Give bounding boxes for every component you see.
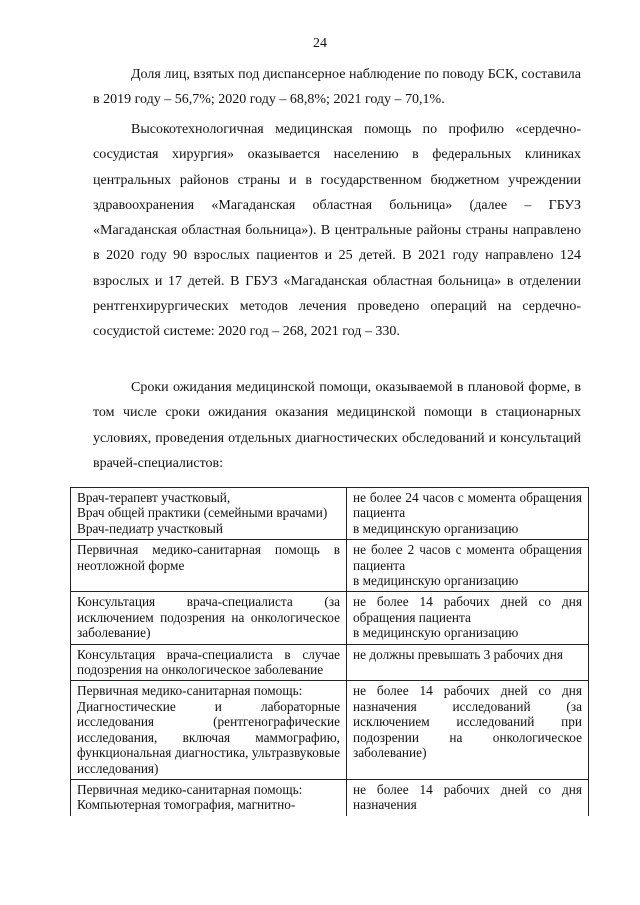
cell-line: Врач общей практики (семейными врачами) bbox=[77, 505, 328, 521]
table-cell-term bbox=[347, 488, 589, 540]
cell-line: в медицинскую организацию bbox=[353, 625, 519, 641]
table-cell-term bbox=[347, 644, 589, 681]
cell-line: не более 14 рабочих дней со дня назначения bbox=[353, 781, 582, 813]
table-cell-service bbox=[71, 540, 347, 592]
paragraph-dispensary-share bbox=[93, 62, 581, 113]
cell-line: Консультация врача-специалиста в случае подозрения на онкологическое заболевание bbox=[77, 646, 340, 678]
paragraph-waiting-times bbox=[93, 375, 581, 476]
cell-line: не должны превышать 3 рабочих дня bbox=[353, 646, 564, 662]
table-cell-service bbox=[71, 779, 347, 815]
table-cell-term bbox=[347, 779, 589, 815]
waiting-times-table bbox=[70, 487, 589, 816]
cell-line: Первичная медико-санитарная помощь в неотложной форме bbox=[77, 542, 340, 573]
cell-line: Врач-терапевт участковый, bbox=[77, 490, 231, 505]
table-row bbox=[71, 681, 589, 779]
table-row bbox=[71, 644, 589, 681]
cell-line: в медицинскую организацию bbox=[353, 520, 519, 536]
table-cell-service bbox=[71, 681, 347, 779]
cell-line: Компьютерная томография, магнитно- bbox=[77, 797, 296, 813]
table-cell-service bbox=[71, 644, 347, 681]
table-row bbox=[71, 488, 589, 540]
cell-line: Диагностические и лабораторные исследования (рентгенографические исследования, включая маммографию, функциональная диагностика, ультразвуковые исследования) bbox=[77, 698, 340, 776]
table-cell-term bbox=[347, 592, 589, 644]
table-cell-term bbox=[347, 681, 589, 779]
cell-line: Врач-педиатр участковый bbox=[77, 520, 223, 536]
cell-line: не более 14 рабочих дней со дня обращения пациента bbox=[353, 594, 582, 625]
paragraph-text: Высокотехнологичная медицинская помощь по профилю «сердечно-сосудистая хирургия» оказывается населению в федеральных клиниках центральных районов страны и в государственном бюджетном учреждении здравоохранения «Магаданская областная больница» (далее – ГБУЗ «Магаданская областная больница»). В центральные районы страны направлено в 2020 году 90 взрослых пациентов и 25 детей. В 2021 году направлено 124 взрослых и 17 детей. В ГБУЗ «Магаданская областная больница» в отделении рентгенхирургических методов лечения проведено операций на сердечно-сосудистой системе: 2020 год – 268, 2021 год – 330. bbox=[93, 122, 581, 340]
table-row bbox=[71, 540, 589, 592]
cell-line: в медицинскую организацию bbox=[353, 573, 519, 589]
cell-line: Первичная медико-санитарная помощь: bbox=[77, 683, 303, 699]
table-cell-term bbox=[347, 540, 589, 592]
table-row bbox=[71, 592, 589, 644]
cell-line: не более 24 часов с момента обращения пациента bbox=[353, 490, 582, 521]
cell-line: Первичная медико-санитарная помощь: bbox=[77, 781, 303, 797]
table-cell-service bbox=[71, 592, 347, 644]
paragraph-text: Сроки ожидания медицинской помощи, оказываемой в плановой форме, в том числе сроки ожидания оказания медицинской помощи в стационарных условиях, проведения отдельных диагностических обследований и консультаций врачей-специалистов: bbox=[93, 380, 581, 471]
table-row bbox=[71, 779, 589, 815]
page-number: 24 bbox=[313, 36, 327, 51]
cell-line: Консультация врача-специалиста (за исключением подозрения на онкологическое заболевание) bbox=[77, 594, 340, 641]
cell-line: не более 14 рабочих дней со дня назначения исследований (за исключением исследований при подозрении на онкологическое заболевание) bbox=[353, 683, 582, 761]
paragraph-text: Доля лиц, взятых под диспансерное наблюдение по поводу БСК, составила в 2019 году – 56,7%; 2020 году – 68,8%; 2021 году – 70,1%. bbox=[93, 67, 581, 108]
paragraph-high-tech-care bbox=[93, 117, 581, 345]
table-cell-service bbox=[71, 488, 347, 540]
cell-line: не более 2 часов с момента обращения пациента bbox=[353, 542, 582, 573]
